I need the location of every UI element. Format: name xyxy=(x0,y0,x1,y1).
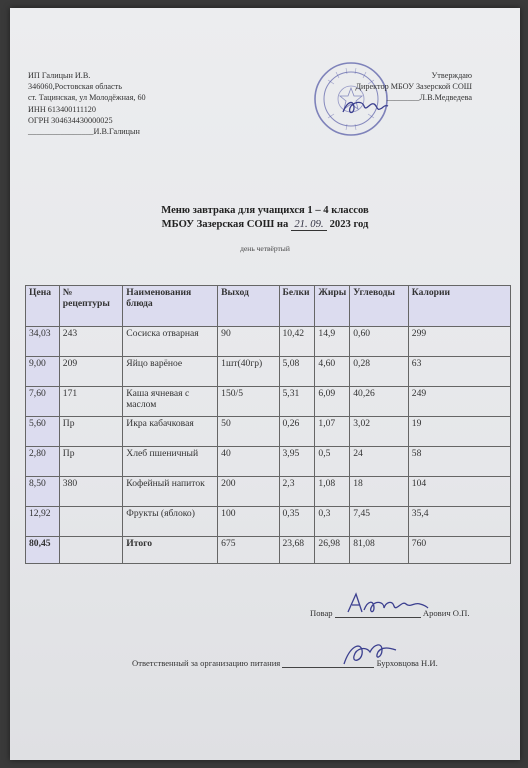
cook-signature xyxy=(344,590,430,616)
calories-cell: 58 xyxy=(408,447,510,477)
recipe-cell: Пр xyxy=(59,447,123,477)
carbs-cell: 7,45 xyxy=(350,507,409,537)
calories-cell: 19 xyxy=(408,417,510,447)
handwritten-date: 21. 09. xyxy=(291,219,327,231)
dish-cell: Хлеб пшеничный xyxy=(123,447,218,477)
day-label: день четвёртый xyxy=(240,244,290,253)
cook-label: Повар xyxy=(310,608,333,618)
supplier-line: ст. Тацинская, ул Молодёжная, 60 xyxy=(28,93,146,103)
protein-cell: 2,3 xyxy=(279,477,315,507)
cook-signature-line xyxy=(335,617,421,618)
responsible-name: Бурховцова Н.И. xyxy=(376,658,438,668)
column-header: Калории xyxy=(408,286,510,327)
table-row xyxy=(26,357,511,387)
price-cell: 8,50 xyxy=(26,477,60,507)
column-header: Выход xyxy=(218,286,279,327)
portion-cell: 150/5 xyxy=(218,387,279,417)
supplier-block xyxy=(28,70,146,137)
subtitle-prefix: МБОУ Зазерская СОШ на xyxy=(161,219,289,230)
table-row xyxy=(26,327,511,357)
menu-table xyxy=(25,285,511,564)
dish-cell: Фрукты (яблоко) xyxy=(123,507,218,537)
protein-cell: 10,42 xyxy=(279,327,315,357)
supplier-line: ИНН 613400111120 xyxy=(28,104,96,114)
dish-cell: Сосиска отварная xyxy=(123,327,218,357)
portion-cell: 90 xyxy=(218,327,279,357)
carbs-cell: 3,02 xyxy=(350,417,409,447)
approval-line: Директор МБОУ Зазерской СОШ xyxy=(355,82,472,92)
price-cell: 9,00 xyxy=(26,357,60,387)
total-carbs-cell: 81,08 xyxy=(350,537,409,564)
cook-name: Арович О.П. xyxy=(422,608,470,618)
total-portion-cell: 675 xyxy=(218,537,279,564)
recipe-cell: Пр xyxy=(59,417,123,447)
recipe-cell: 171 xyxy=(59,387,123,417)
calories-cell: 299 xyxy=(408,327,510,357)
portion-cell: 1шт(40гр) xyxy=(218,357,279,387)
document-page xyxy=(10,8,520,760)
fat-cell: 1,08 xyxy=(315,477,350,507)
column-header: Белки xyxy=(279,286,315,327)
price-cell: 2,80 xyxy=(26,447,60,477)
table-row xyxy=(26,417,511,447)
table-row xyxy=(26,387,511,417)
dish-cell: Яйцо варёное xyxy=(123,357,218,387)
dish-cell: Кофейный напиток xyxy=(123,477,218,507)
price-cell: 5,60 xyxy=(26,417,60,447)
total-calories-cell: 760 xyxy=(408,537,510,564)
calories-cell: 35,4 xyxy=(408,507,510,537)
column-header: Наименования блюда xyxy=(123,286,218,327)
document-title: Меню завтрака для учащихся 1 – 4 классов xyxy=(161,205,369,216)
price-cell: 34,03 xyxy=(26,327,60,357)
recipe-cell: 243 xyxy=(59,327,123,357)
calories-cell: 104 xyxy=(408,477,510,507)
calories-cell: 249 xyxy=(408,387,510,417)
fat-cell: 14,9 xyxy=(315,327,350,357)
protein-cell: 5,08 xyxy=(279,357,315,387)
total-fat-cell: 26,98 xyxy=(315,537,350,564)
protein-cell: 0,35 xyxy=(279,507,315,537)
price-cell: 7,60 xyxy=(26,387,60,417)
responsible-signature xyxy=(340,638,400,668)
price-cell: 12,92 xyxy=(26,507,60,537)
carbs-cell: 40,26 xyxy=(350,387,409,417)
fat-cell: 6,09 xyxy=(315,387,350,417)
fat-cell: 1,07 xyxy=(315,417,350,447)
table-row xyxy=(26,477,511,507)
column-header: Жиры xyxy=(315,286,350,327)
column-header: Цена xyxy=(26,286,60,327)
protein-cell: 0,26 xyxy=(279,417,315,447)
document-subtitle xyxy=(10,219,520,231)
supplier-line: 346060,Ростовская область xyxy=(28,82,122,92)
portion-cell: 40 xyxy=(218,447,279,477)
table-row xyxy=(26,507,511,537)
recipe-cell: 209 xyxy=(59,357,123,387)
carbs-cell: 24 xyxy=(350,447,409,477)
total-price-cell: 80,45 xyxy=(26,537,60,564)
fat-cell: 0,5 xyxy=(315,447,350,477)
director-signature xyxy=(340,96,390,118)
carbs-cell: 18 xyxy=(350,477,409,507)
protein-cell: 5,31 xyxy=(279,387,315,417)
recipe-cell xyxy=(59,507,123,537)
total-label-cell: Итого xyxy=(123,537,218,564)
responsible-label: Ответственный за организацию питания xyxy=(132,658,281,668)
portion-cell: 50 xyxy=(218,417,279,447)
subtitle-suffix: 2023 год xyxy=(329,219,369,230)
calories-cell: 63 xyxy=(408,357,510,387)
table-row xyxy=(26,447,511,477)
dish-cell: Каша ячневая с маслом xyxy=(123,387,218,417)
supplier-line: ИП Галицын И.В. xyxy=(28,71,91,80)
dish-cell: Икра кабачковая xyxy=(123,417,218,447)
fat-cell: 4,60 xyxy=(315,357,350,387)
column-header: № рецептуры xyxy=(59,286,123,327)
table-header-row xyxy=(26,286,511,327)
carbs-cell: 0,60 xyxy=(350,327,409,357)
column-header: Углеводы xyxy=(350,286,409,327)
recipe-cell: 380 xyxy=(59,477,123,507)
approval-line: Утверждаю xyxy=(431,71,472,80)
table-total-row xyxy=(26,537,511,564)
fat-cell: 0,3 xyxy=(315,507,350,537)
approval-line: ________Л.В.Медведева xyxy=(386,93,472,103)
supplier-signature-line: ________________И.В.Галицын xyxy=(28,127,140,137)
protein-cell: 3,95 xyxy=(279,447,315,477)
total-recipe-cell xyxy=(59,537,123,564)
portion-cell: 200 xyxy=(218,477,279,507)
portion-cell: 100 xyxy=(218,507,279,537)
supplier-line: ОГРН 304634430000025 xyxy=(28,115,113,125)
total-protein-cell: 23,68 xyxy=(279,537,315,564)
carbs-cell: 0,28 xyxy=(350,357,409,387)
